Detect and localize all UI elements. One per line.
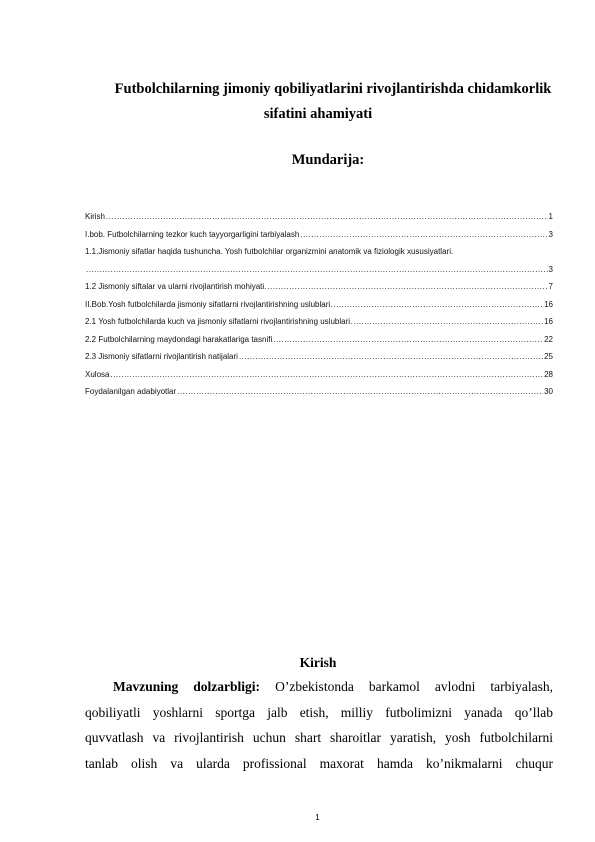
toc-entry-page: 1: [548, 212, 553, 221]
toc-entry-label: 2.3 Jismoniy sifatlarni rivojlantirish natijalari: [85, 352, 238, 361]
toc-leader-dots: [300, 230, 547, 239]
section-heading-kirish: Kirish: [299, 655, 337, 670]
toc-entry-label: 2.1 Yosh futbolchilarda kuch va jismoniy sifatlarni rivojlantirishning uslublari.: [85, 317, 353, 326]
toc-entry-page: 28: [544, 369, 553, 379]
body-line-4: tanlab olish va ularda profissional maxorat hamda ko’nikmalarni chuqur: [85, 755, 553, 771]
toc-entry-section-2-3[interactable]: [85, 352, 553, 370]
toc-leader-dots: [273, 335, 543, 344]
document-title-line-2: sifatini ahamiyati: [263, 106, 373, 122]
toc-entry-page: 30: [544, 387, 553, 396]
toc-entry-page: 25: [544, 352, 553, 361]
toc-entry-references[interactable]: [85, 387, 553, 405]
toc-leader-dots: [239, 352, 543, 361]
toc-entry-page: 7: [548, 282, 553, 291]
toc-entry-section-2-1[interactable]: [85, 317, 553, 335]
body-lead-term: Mavzuning dolzarbligi:: [113, 679, 261, 694]
toc-leader-dots: [110, 370, 543, 379]
toc-entry-chapter-2[interactable]: [85, 300, 553, 318]
toc-entry-label: 1.2 Jismoniy siftalar va ularni rivojlantirish mohiyati.: [85, 282, 267, 291]
toc-entry-section-2-2[interactable]: [85, 335, 553, 353]
toc-leader-dots: [106, 212, 548, 221]
toc-entry-label: Kirish: [85, 212, 106, 221]
body-paragraph: [85, 674, 553, 776]
toc-entry-label: 1.1.Jismoniy sifatlar haqida tushuncha. Yosh futbolchilar organizmini anatomik va fiziologik xususiyatlari.: [85, 247, 454, 256]
contents-heading: Mundarija:: [291, 152, 365, 168]
toc-entry-xulosa[interactable]: [85, 370, 553, 388]
document-title-line-1: Futbolchilarning jimoniy qobiliyatlarini rivojlantirishda chidamkorlik: [114, 81, 552, 97]
body-line-3: quvvatlash va rivojlantirish uchun shart sharoitlar yaratish, yosh futbolchilarni: [85, 730, 553, 745]
page-number: 1: [315, 813, 320, 822]
toc-leader-dots: [177, 387, 543, 396]
toc-entry-label: II.Bob.Yosh futbolchilarda jismoniy sifatlarni rivojlantirishning uslublari.: [85, 299, 333, 309]
toc-entry-page: 3: [548, 229, 553, 239]
toc-entry-section-1-2[interactable]: [85, 282, 553, 300]
body-line-2: qobiliyatli yoshlarni sportga jalb etish, milliy futbolimizni yanada qo’llab: [85, 704, 553, 720]
body-line-1: [85, 674, 553, 700]
toc-entry-page: 16: [544, 317, 553, 326]
toc-entry-section-1-1[interactable]: [85, 247, 553, 282]
toc-leader-dots: [267, 282, 547, 291]
toc-entry-label: Foydalanilgan adabiyotlar: [85, 387, 177, 396]
toc-leader-dots: [86, 265, 548, 274]
toc-entry-chapter-1[interactable]: [85, 230, 553, 248]
toc-entry-kirish[interactable]: [85, 212, 553, 230]
toc-entry-label: Xulosa: [85, 369, 110, 379]
toc-entry-page: 16: [544, 299, 553, 309]
toc-entry-label: I.bob. Futbolchilarning tezkor kuch tayyorgarligini tarbiyalash: [85, 229, 300, 239]
toc-entry-page: 22: [544, 334, 553, 344]
toc-entry-page: 3: [548, 264, 553, 274]
toc-entry-label: 2.2 Futbolchilarning maydondagi harakatlariga tasnifi: [85, 334, 273, 344]
body-line-1-text: O’zbekistonda barkamol avlodni tarbiyalash,: [260, 679, 553, 694]
table-of-contents: [85, 212, 553, 405]
toc-leader-dots: [353, 317, 543, 326]
toc-leader-dots: [333, 300, 543, 309]
